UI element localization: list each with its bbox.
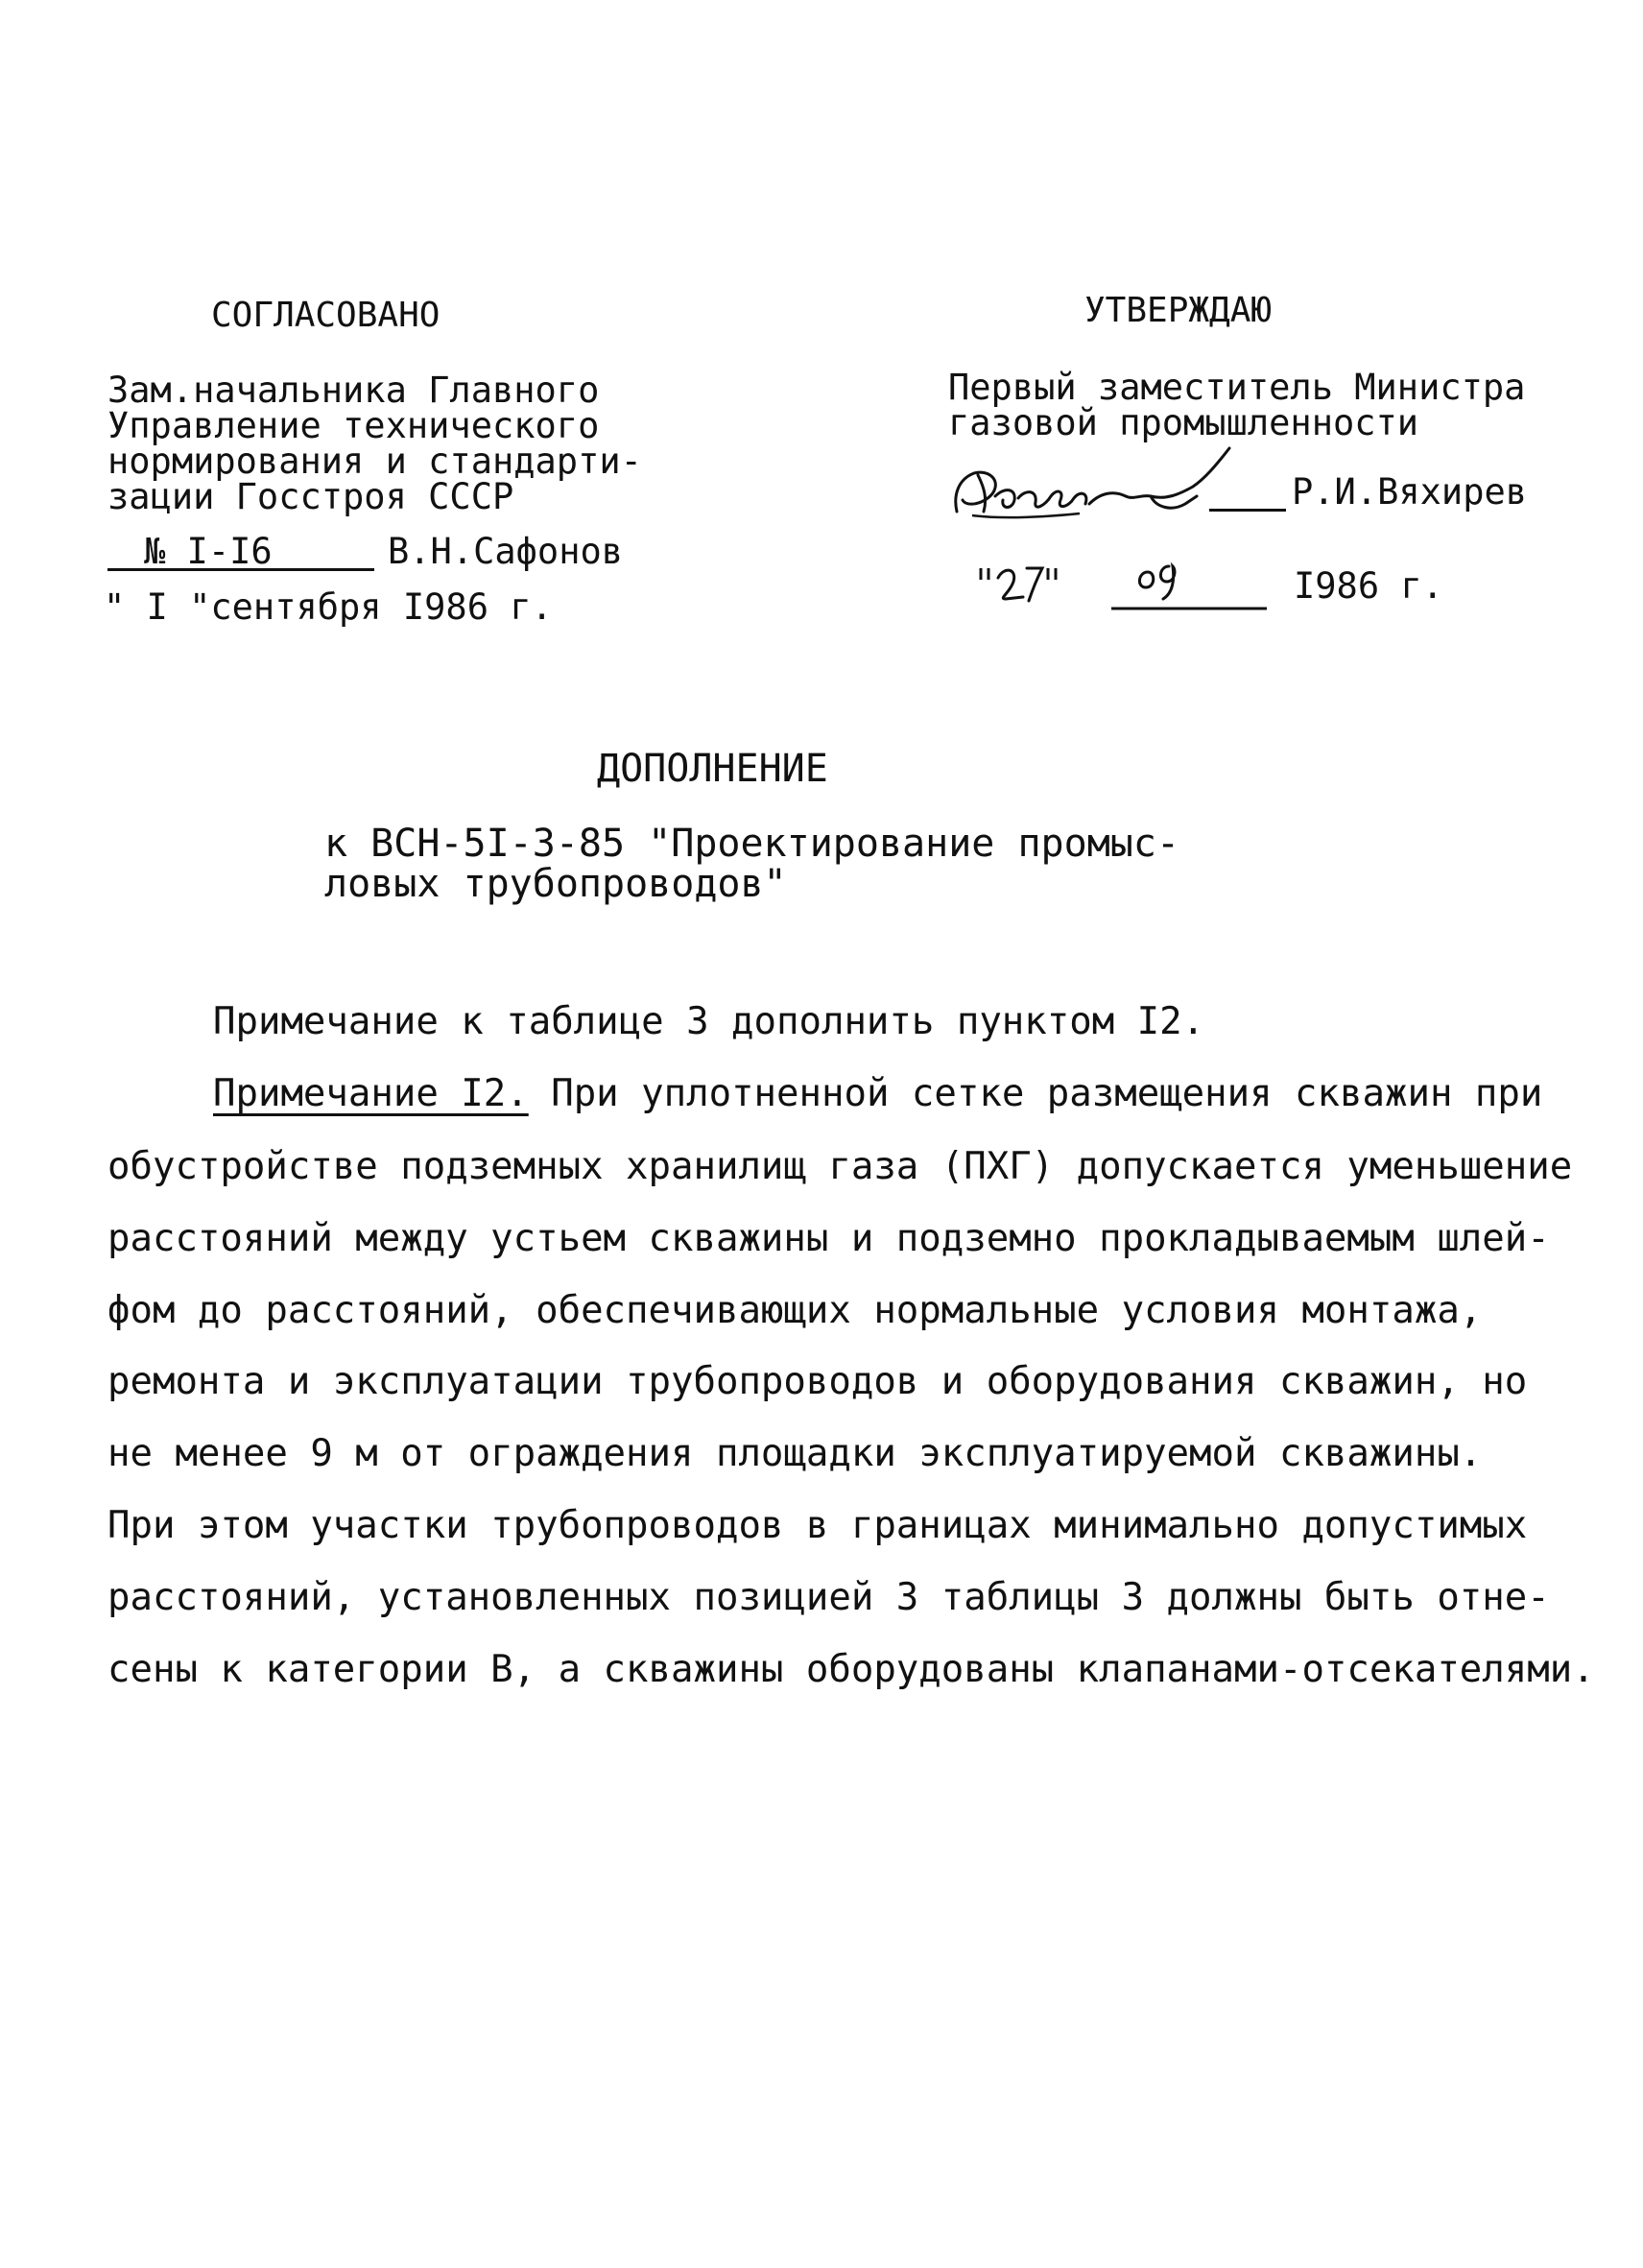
- approval-left-heading: СОГЛАСОВАНО: [211, 296, 441, 335]
- body-line-2: обустройстве подземных хранилищ газа (ПХГ) допускается уменьшение: [107, 1145, 1573, 1188]
- body-line-7: При этом участки трубопроводов в границах минимально допустимых: [107, 1504, 1528, 1547]
- body-line-6: не менее 9 м от ограждения площадки эксплуатируемой скважины.: [107, 1432, 1483, 1475]
- approval-right-line-2: газовой промышленности: [948, 402, 1419, 443]
- note-label: Примечание I2.: [213, 1072, 529, 1115]
- body-line-1: [213, 1072, 1543, 1115]
- note-first-line: При уплотненной сетке размещения скважин при: [551, 1072, 1543, 1115]
- document-title: ДОПОЛНЕНИЕ: [597, 747, 828, 791]
- handwritten-signature: [945, 437, 1291, 533]
- approval-left-line-2: Управление технического: [107, 405, 600, 446]
- handwritten-date: [977, 549, 1303, 616]
- approval-left-line-1: Зам.начальника Главного: [107, 370, 600, 411]
- body-intro: Примечание к таблице 3 дополнить пунктом I2.: [213, 1000, 1205, 1043]
- body-line-8: расстояний, установленных позицией 3 таблицы 3 должны быть отне-: [107, 1576, 1550, 1619]
- approval-right-date-year: I986 г.: [1294, 565, 1443, 607]
- body-line-5: ремонта и эксплуатации трубопроводов и оборудования скважин, но: [107, 1360, 1528, 1403]
- document-subtitle-line-2: ловых трубопроводов": [324, 862, 787, 906]
- approval-left-line-3: нормирования и стандарти-: [107, 441, 642, 482]
- approval-left-line-4: зации Госстроя СССР: [107, 476, 514, 517]
- approval-right-signatory: Р.И.Вяхирев: [1292, 471, 1528, 513]
- approval-right-signature-underline: [1209, 509, 1286, 512]
- approval-right-line-1: Первый заместитель Министра: [948, 367, 1526, 408]
- approval-left-number: № I-I6: [144, 531, 273, 572]
- body-line-9: сены к категории В, а скважины оборудованы клапанами-отсекателями.: [107, 1648, 1595, 1691]
- approval-right-heading: УТВЕРЖДАЮ: [1084, 291, 1273, 330]
- document-subtitle-line-1: к ВСН-5I-3-85 "Проектирование промыс-: [324, 822, 1180, 866]
- approval-left-signatory: В.Н.Сафонов: [388, 531, 624, 572]
- approval-left-date: " I "сентября I986 г.: [104, 586, 553, 628]
- body-line-3: расстояний между устьем скважины и подземно прокладываемым шлей-: [107, 1217, 1550, 1260]
- body-line-4: фом до расстояний, обеспечивающих нормальные условия монтажа,: [107, 1289, 1483, 1332]
